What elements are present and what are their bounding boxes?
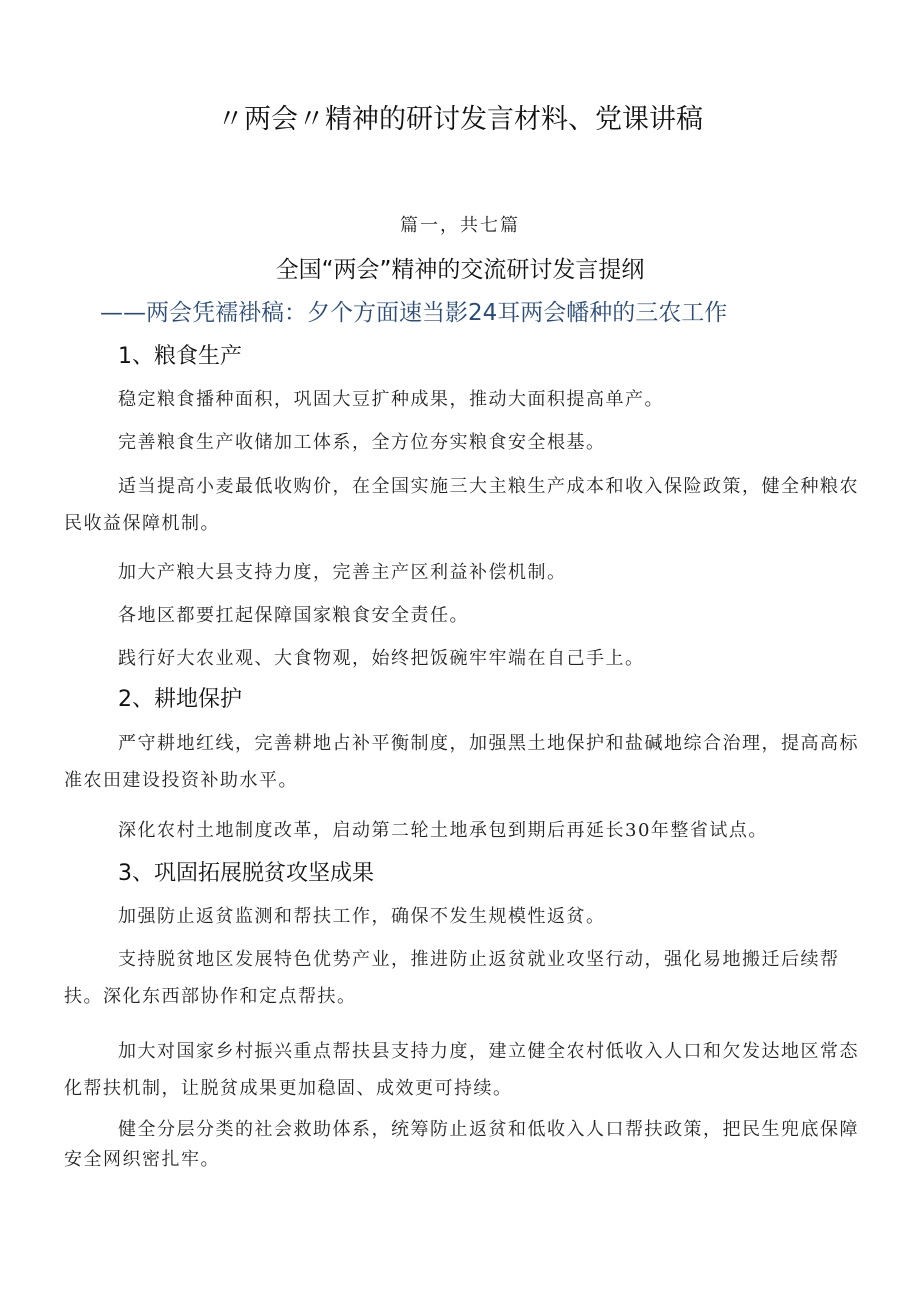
paragraph: 加大对国家乡村振兴重点帮扶县支持力度，建立健全农村低收入人口和欠发达地区常态化帮扶机制，让脱贫成果更加稳固、成效更可持续。 — [64, 1041, 859, 1099]
document-title: 〃两会〃精神的研讨发言材料、党课讲稿 — [217, 104, 703, 135]
paragraph: 完善粮食生产收储加工体系，全方位夯实粮食安全根基。 — [118, 432, 606, 453]
paragraph: 稳定粮食播种面积，巩固大豆扩种成果，推动大面积提高单产。 — [118, 389, 664, 410]
section-heading: 2、耕地保护 — [118, 687, 242, 712]
paragraph: 加强防止返贫监测和帮扶工作，确保不发生规模性返贫。 — [118, 906, 606, 927]
paragraph: 各地区都要扛起保障国家粮食安全责任。 — [118, 605, 469, 626]
paragraph: 健全分层分类的社会救助体系，统筹防止返贫和低收入人口帮扶政策，把民生兜底保障安全网织密扎牢。 — [64, 1119, 859, 1170]
series-label: 篇一，共七篇 — [400, 215, 520, 236]
paragraph: 深化农村土地制度改革，启动第二轮土地承包到期后再延长30年整省试点。 — [118, 820, 768, 841]
paragraph: 践行好大农业观、大食物观，始终把饭碗牢牢端在自己手上。 — [118, 648, 645, 669]
paragraph: 支持脱贫地区发展特色优势产业，推进防止返贫就业攻坚行动，强化易地搬迁后续帮扶。深化东西部协作和定点帮扶。 — [64, 949, 840, 1007]
article-subtitle: ——两会凭襦褂稿：夕个方面速当影24耳两会幡种的三农工作 — [100, 300, 728, 326]
article-title: 全国“两会”精神的交流研讨发言提纲 — [275, 257, 645, 283]
paragraph: 加大产粮大县支持力度，完善主产区利益补偿机制。 — [118, 562, 567, 583]
section-heading: 3、巩固拓展脱贫攻坚成果 — [118, 861, 374, 886]
section-heading: 1、粮食生产 — [118, 344, 242, 369]
paragraph: 严守耕地红线，完善耕地占补平衡制度，加强黑土地保护和盐碱地综合治理，提高高标准农田建设投资补助水平。 — [64, 733, 859, 791]
paragraph: 适当提高小麦最低收购价，在全国实施三大主粮生产成本和收入保险政策，健全种粮农民收益保障机制。 — [64, 476, 859, 534]
